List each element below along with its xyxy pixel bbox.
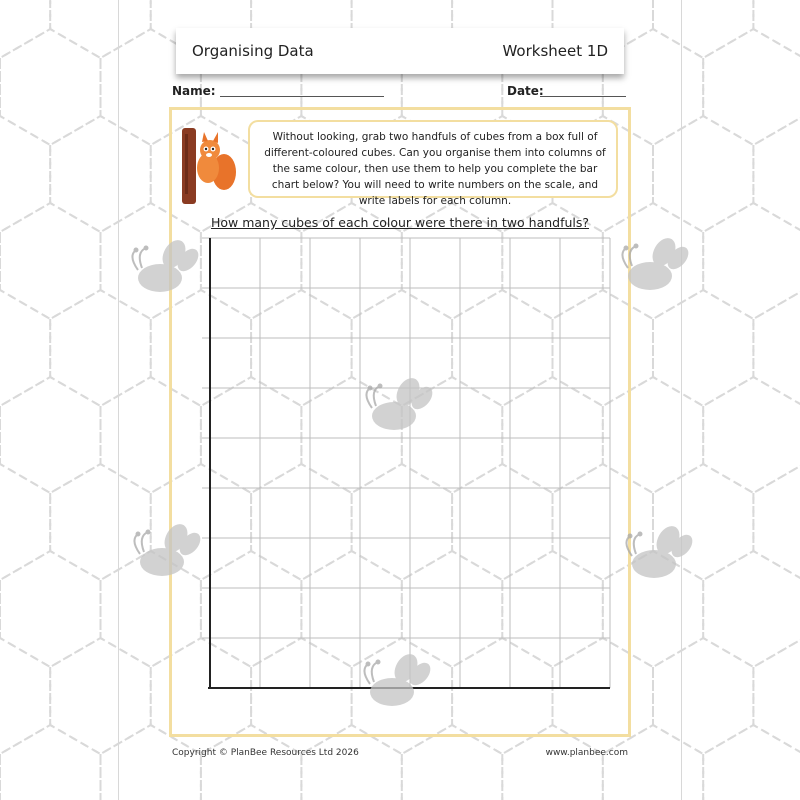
- hexagon-outline: [753, 0, 800, 58]
- bee-icon: [124, 522, 206, 588]
- hexagon-outline: [703, 203, 800, 319]
- bee-icon: [612, 236, 694, 302]
- squirrel-icon: [180, 128, 240, 204]
- hexagon-outline: [703, 377, 800, 493]
- instructions-box: [248, 120, 618, 207]
- hexagon-outline: [703, 29, 800, 145]
- hexagon-outline: [0, 638, 50, 754]
- bar-chart-grid[interactable]: [196, 234, 616, 694]
- hexagon-outline: [0, 725, 101, 800]
- hexagon-outline: [0, 551, 101, 667]
- chart-gridlines: [202, 238, 610, 688]
- copyright-text: Copyright © PlanBee Resources Ltd 2026: [172, 748, 359, 758]
- hexagon-outline: [0, 116, 50, 232]
- hexagon-outline: [0, 29, 101, 145]
- hexagon-outline: [0, 464, 50, 580]
- bee-icon: [356, 376, 438, 442]
- hexagon-outline: [0, 0, 50, 58]
- bee-icon: [616, 524, 698, 590]
- date-label: Date:: [507, 84, 544, 98]
- hexagon-outline: [703, 725, 800, 800]
- hexagon-outline: [703, 551, 800, 667]
- date-field[interactable]: [540, 96, 626, 97]
- hexagon-outline: [753, 290, 800, 406]
- chart-title: How many cubes of each colour were there in two handfuls?: [210, 215, 590, 230]
- instructions-text: Without looking, grab two handfuls of cubes from a box full of different-coloured cubes. Can you organise them into columns of the same colour, then use them to help you complete the bar chart below? You will need to write numbers on the scale, and write labels for each column.: [264, 131, 606, 207]
- website-link[interactable]: www.planbee.com: [545, 748, 628, 758]
- bee-icon: [354, 652, 436, 718]
- header-box: [176, 28, 624, 74]
- hexagon-outline: [0, 290, 50, 406]
- name-label: Name:: [172, 84, 216, 98]
- hexagon-outline: [0, 377, 101, 493]
- name-field[interactable]: [220, 96, 384, 97]
- hexagon-outline: [753, 638, 800, 754]
- chart-axes: [208, 238, 610, 688]
- hexagon-outline: [753, 116, 800, 232]
- hexagon-outline: [753, 464, 800, 580]
- hexagon-outline: [0, 203, 101, 319]
- worksheet-number: Worksheet 1D: [502, 42, 608, 60]
- bee-icon: [122, 238, 204, 304]
- page-title: Organising Data: [192, 42, 314, 60]
